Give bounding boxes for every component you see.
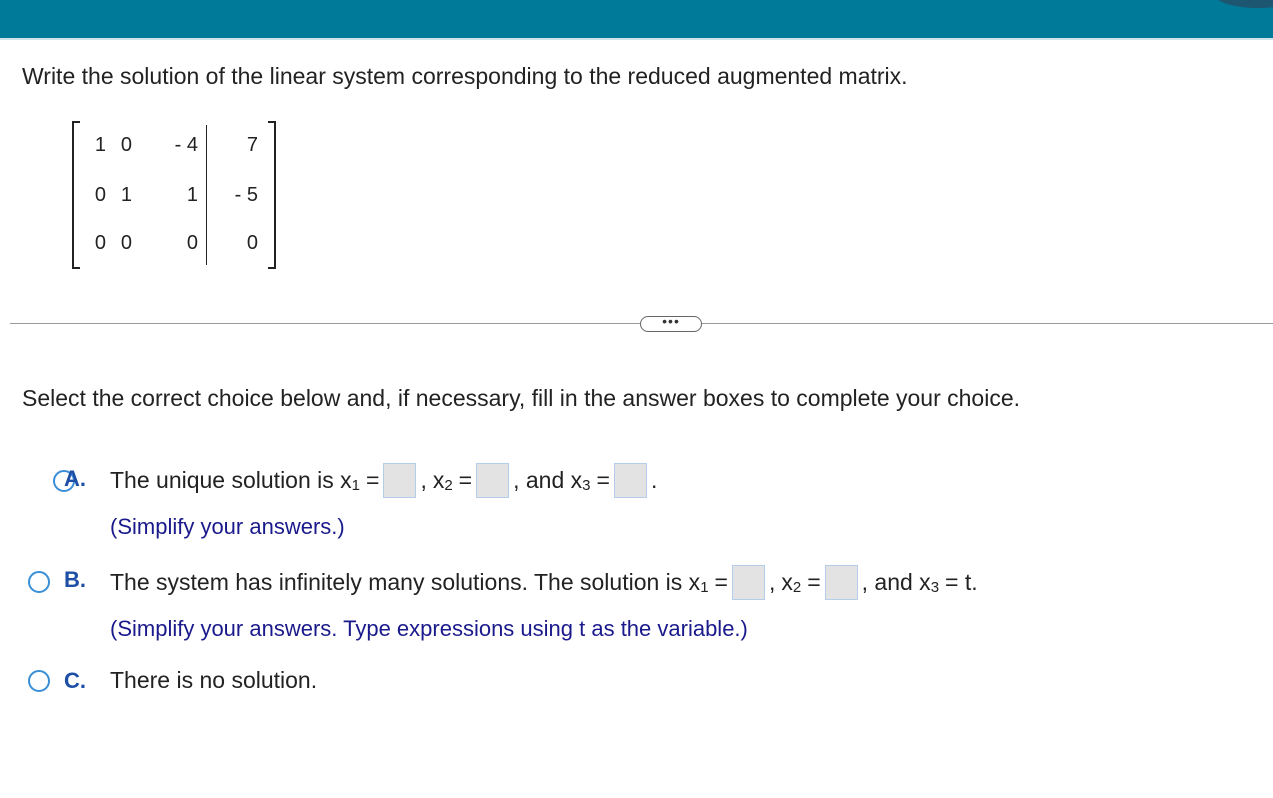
equals-sign: = (458, 467, 473, 493)
choice-a-statement (110, 463, 657, 498)
matrix-cell: - 4 (174, 134, 198, 156)
equals-sign: = (807, 569, 821, 595)
x2-subscript: 2 (444, 477, 453, 494)
comma: , (768, 569, 776, 595)
comma: , (420, 467, 427, 493)
matrix-cell: 0 (246, 232, 258, 254)
choice-c-radio[interactable] (28, 670, 50, 692)
matrix-cell: 7 (246, 134, 258, 156)
x1-subscript: 1 (700, 579, 709, 596)
x2-label: x (781, 569, 793, 595)
augmented-matrix (72, 121, 276, 269)
and-x3-label: , and x (513, 467, 583, 493)
x3-subscript: 3 (582, 477, 591, 494)
matrix-right-bracket (268, 121, 276, 269)
choice-a-text: The unique solution is x (110, 467, 352, 493)
choice-c-text: There is no solution. (110, 667, 318, 693)
instruction-text: Select the correct choice below and, if necessary, fill in the answer boxes to complete your choice. (22, 385, 1021, 411)
choice-b-letter: B. (64, 567, 86, 592)
choice-b-hint: (Simplify your answers. Type expressions using t as the variable.) (110, 616, 748, 641)
equals-sign: = (596, 467, 610, 493)
choice-c-letter: C. (64, 668, 86, 693)
choice-b-x2-input[interactable] (825, 565, 858, 600)
top-bar (0, 0, 1273, 38)
choice-a-letter: A. (64, 466, 86, 491)
matrix-cell: - 5 (234, 184, 258, 206)
equals-sign: = (714, 569, 728, 595)
matrix-cell: 0 (120, 134, 132, 156)
equals-t: = t. (945, 569, 978, 595)
question-prompt: Write the solution of the linear system corresponding to the reduced augmented matrix. (22, 63, 908, 89)
matrix-cell: 0 (186, 232, 198, 254)
choice-a-x1-input[interactable] (383, 463, 416, 498)
top-bar-shadow (0, 38, 1273, 40)
x3-subscript: 3 (930, 579, 940, 596)
and-x3-label: , and x (861, 569, 931, 595)
matrix-cell: 0 (94, 232, 106, 254)
choice-b-text: The system has infinitely many solutions. The solution is x (110, 569, 701, 595)
matrix-cell: 1 (186, 184, 198, 206)
matrix-cell: 0 (94, 184, 106, 206)
choice-a-x2-input[interactable] (476, 463, 509, 498)
more-options-button[interactable]: ••• (640, 316, 702, 332)
choice-b-x1-input[interactable] (732, 565, 765, 600)
choice-b-radio[interactable] (28, 571, 50, 593)
choice-a-x3-input[interactable] (614, 463, 647, 498)
matrix-cell: 1 (94, 134, 106, 156)
matrix-augment-line (206, 125, 207, 265)
x2-label: x (432, 467, 445, 493)
x2-subscript: 2 (792, 579, 802, 596)
x1-subscript: 1 (351, 477, 360, 494)
period: . (650, 467, 658, 493)
matrix-cell: 1 (120, 184, 132, 206)
choice-a-hint: (Simplify your answers.) (110, 514, 345, 539)
choice-b-statement (110, 565, 978, 600)
matrix-cell: 0 (120, 232, 132, 254)
equals-sign: = (366, 467, 380, 493)
